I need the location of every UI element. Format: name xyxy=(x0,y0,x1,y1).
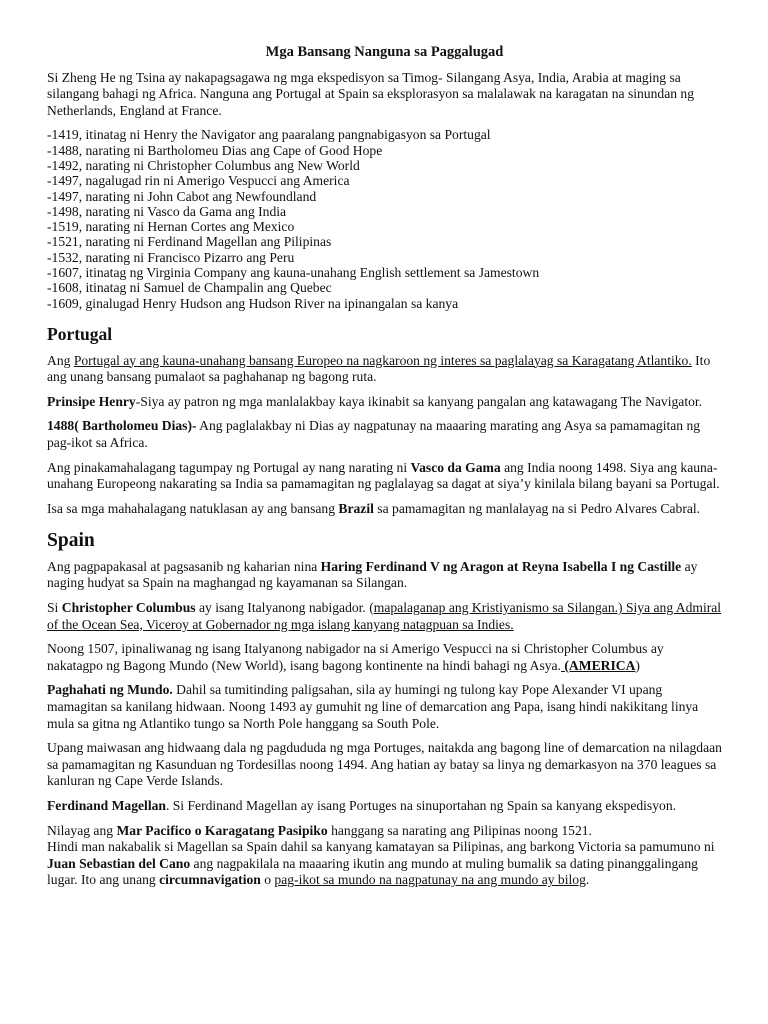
text-run: . Si Ferdinand Magellan ay isang Portuges na sinuportahan ng Spain sa kanyang ekspedisyon. xyxy=(165,798,677,813)
bold-term: 1488( Bartholomeu Dias)- xyxy=(47,418,197,434)
timeline-item: -1492, narating ni Christopher Columbus ang New World xyxy=(47,157,360,173)
portugal-paragraph-3 xyxy=(47,418,722,451)
timeline-item: -1419, itinatag ni Henry the Navigator ang paaralang pangnabigasyon sa Portugal xyxy=(47,127,491,143)
text-run: ang India noong 1498. Siya ang kauna-unahang Europeong nakarating sa India sa pamamagitan ng paglalayag sa dagat at siya’y kinilala bilang bayani sa Portugal. xyxy=(47,459,720,492)
bold-term: Haring Ferdinand V ng Aragon at Reyna Isabella I ng Castille xyxy=(320,558,682,574)
spain-paragraph-4 xyxy=(47,682,722,732)
underlined-text: Portugal ay ang kauna-unahang bansang Europeo na nagkaroon ng interes sa paglalayag sa Karagatang Atlantiko. xyxy=(73,352,692,368)
spain-paragraph-1 xyxy=(47,559,722,592)
bold-term: Paghahati ng Mundo. xyxy=(47,682,173,698)
text-run: ay isang Italyanong nabigador. ( xyxy=(195,600,374,616)
text-run: Ang xyxy=(47,352,74,368)
bold-term: Christopher Columbus xyxy=(61,600,196,616)
spain-paragraph-5: Upang maiwasan ang hidwaang dala ng pagdududa ng mga Portuges, naitakda ang bagong line of demarcation na nilagdaan sa pamamagitan ng Kasunduan ng Tordesillas noong 1494. Ang hatian ay batay sa linya ng demarkasyon na 370 leagues sa kanluran ng Cape Verde Islands. xyxy=(47,740,722,789)
text-run: Nilayag ang xyxy=(47,822,117,838)
portugal-paragraph-2 xyxy=(47,394,722,411)
page-title: Mga Bansang Nanguna sa Paggalugad xyxy=(265,44,504,60)
text-run: -Siya ay patron ng mga manlalakbay kaya ikinabit sa kanyang pangalan ang katawagang The Navigator. xyxy=(135,393,703,409)
timeline-item: -1497, narating ni John Cabot ang Newfoundland xyxy=(47,188,317,204)
timeline-item: -1607, itinatag ng Virginia Company ang kauna-unahang English settlement sa Jamestown xyxy=(47,265,540,281)
text-run: Si xyxy=(47,600,62,616)
text-run: Ang paglalakbay ni Dias ay nagpatunay na maaaring marating ang Asya sa pamamagitan ng pag-ikot sa Africa. xyxy=(47,418,701,450)
bold-term: Ferdinand Magellan xyxy=(47,798,166,813)
timeline-item: -1532, narating ni Francisco Pizarro ang Peru xyxy=(47,249,295,265)
text-run: ) xyxy=(635,657,640,673)
portugal-paragraph-4 xyxy=(47,460,722,493)
text-run: Isa sa mga mahahalagang natuklasan ay ang bansang xyxy=(47,500,339,516)
timeline-list xyxy=(47,127,722,311)
underlined-text: (AMERICA xyxy=(561,657,636,673)
spain-paragraph-6 xyxy=(47,798,722,815)
text-run: Dahil sa tumitinding paligsahan, sila ay humingi ng tulong kay Pope Alexander VI upang mamagitan sa kanilang hidwaan. Noong 1493 ay gumuhit ng line of demarcation ang Papa, isang hindi nakikitang linya mula sa gitna ng Atlantiko tungo sa North Pole hanggang sa South Pole. xyxy=(47,682,699,731)
text-run: sa pamamagitan ng manlalayag na si Pedro Alvares Cabral. xyxy=(373,500,701,516)
spain-heading: Spain xyxy=(47,530,95,552)
text-run: Ang pinakamahalagang tagumpay ng Portugal ay nang narating ni xyxy=(47,459,411,475)
portugal-paragraph-1 xyxy=(47,353,722,386)
bold-term: circumnavigation xyxy=(159,872,261,888)
portugal-paragraph-5 xyxy=(47,501,722,518)
bold-term: Mar Pacifico o Karagatang Pasipiko xyxy=(116,822,328,838)
text-run: o xyxy=(260,872,275,888)
text-run: Ang pagpapakasal at pagsasanib ng kaharian nina xyxy=(47,558,321,574)
intro-paragraph: Si Zheng He ng Tsina ay nakapagsagawa ng mga ekspedisyon sa Timog- Silangang Asya, India, Arabia at maging sa silangang bahagi ng Africa. Nanguna ang Portugal at Spain sa eksplorasyon sa malalawak na karagatan na sinundan ng Netherlands, England at France. xyxy=(47,69,695,118)
portugal-heading: Portugal xyxy=(47,323,113,344)
text-run: . xyxy=(585,872,590,888)
timeline-item: -1498, narating ni Vasco da Gama ang India xyxy=(47,203,287,219)
bold-term: Brazil xyxy=(338,500,374,516)
timeline-item: -1609, ginalugad Henry Hudson ang Hudson River na ipinangalan sa kanya xyxy=(47,295,459,311)
underlined-text: mapalaganap ang Kristiyanismo sa Silangan.) Siya ang Admiral of the Ocean Sea, Viceroy at Gobernador ng mga islang kanyang natagpuan sa Indies. xyxy=(47,600,722,632)
text-run: hanggang sa narating ang Pilipinas noong 1521. xyxy=(327,822,592,838)
bold-term: Juan Sebastian del Cano xyxy=(47,855,191,871)
timeline-item: -1497, nagalugad rin ni Amerigo Vespucci ang America xyxy=(47,173,350,189)
bold-term: Vasco da Gama xyxy=(410,459,501,475)
timeline-item: -1608, itinatag ni Samuel de Champalin ang Quebec xyxy=(47,280,332,296)
text-run: Ito ang unang bansang pumalaot sa paghahanap ng bagong ruta. xyxy=(47,352,711,385)
timeline-item: -1488, narating ni Bartholomeu Dias ang Cape of Good Hope xyxy=(47,142,383,158)
underlined-text: pag-ikot sa mundo na nagpatunay na ang mundo ay bilog xyxy=(274,872,586,888)
timeline-item: -1521, narating ni Ferdinand Magellan ang Pilipinas xyxy=(47,234,332,250)
text-run: ang nagpakilala na maaaring ikutin ang mundo at muling bumalik sa dating pinanggalingang lugar. Ito ang unang xyxy=(47,855,698,888)
text-run: Hindi man nakabalik si Magellan sa Spain dahil sa kanyang kamatayan sa Pilipinas, ang barkong Victoria sa pamumuno ni xyxy=(47,839,715,855)
text-run: ay naging hudyat sa Spain na maghangad ng kayamanan sa Silangan. xyxy=(47,558,698,591)
text-run: Noong 1507, ipinaliwanag ng isang Italyanong nabigador na si Amerigo Vespucci na si Christopher Columbus ay nakatagpo ng Bagong Mundo (New World), isang bagong kontinente na hindi bahagi ng Asya. xyxy=(47,641,664,673)
spain-paragraph-3 xyxy=(47,641,722,674)
timeline-item: -1519, narating ni Hernan Cortes ang Mexico xyxy=(47,219,295,235)
spain-paragraph-2 xyxy=(47,600,722,633)
spain-paragraph-7 xyxy=(47,823,722,889)
bold-term: Prinsipe Henry xyxy=(47,393,136,409)
